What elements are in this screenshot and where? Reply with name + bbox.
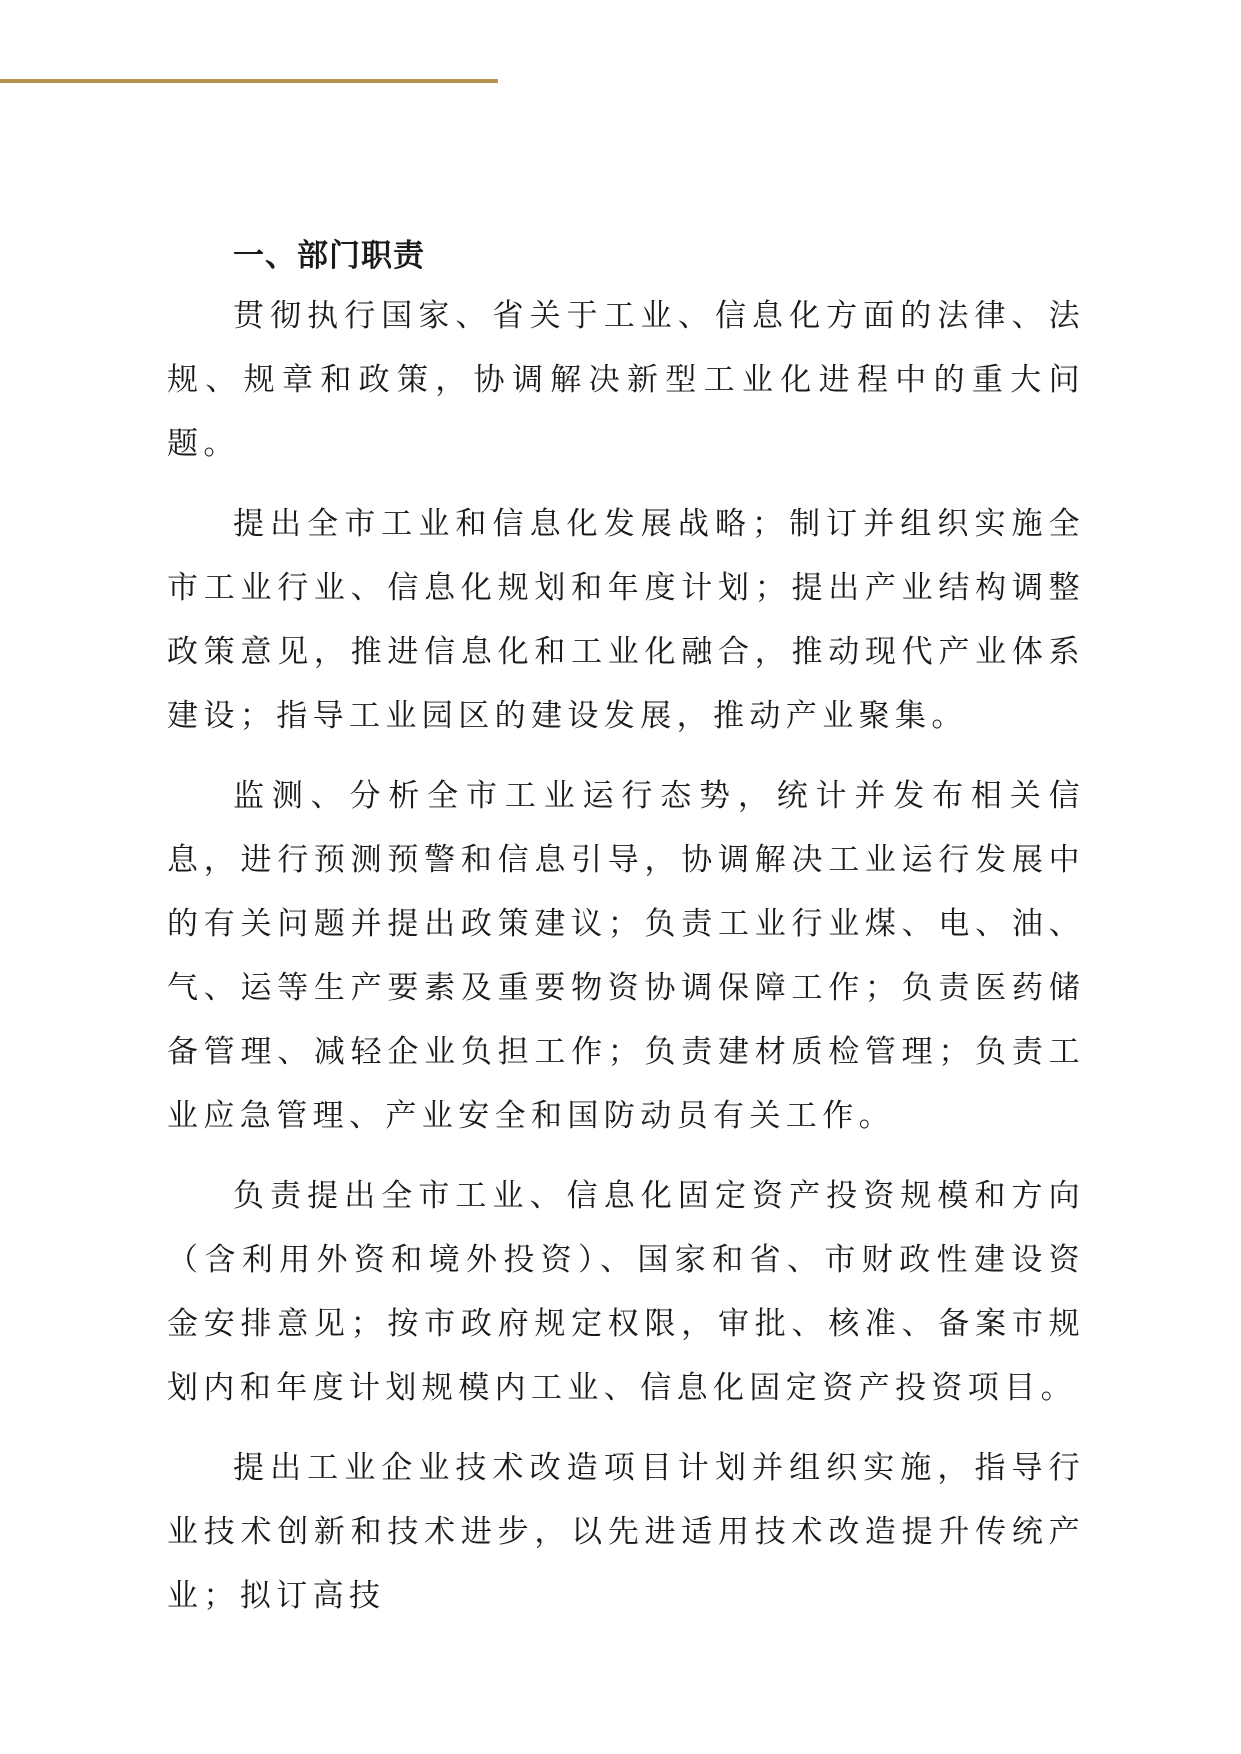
paragraph-1: 贯彻执行国家、省关于工业、信息化方面的法律、法规、规章和政策，协调解决新型工业化进程中的重大问题。 — [167, 298, 1085, 462]
paragraph-4: 负责提出全市工业、信息化固定资产投资规模和方向（含利用外资和境外投资）、国家和省、市财政性建设资金安排意见；按市政府规定权限，审批、核准、备案市规划内和年度计划规模内工业、信息化固定资产投资项目。 — [167, 1178, 1085, 1406]
paragraph-5: 提出工业企业技术改造项目计划并组织实施，指导行业技术创新和技术进步，以先进适用技术改造提升传统产业；拟订高技 — [167, 1450, 1085, 1614]
document-body — [167, 234, 1085, 1644]
paragraph-2: 提出全市工业和信息化发展战略；制订并组织实施全市工业行业、信息化规划和年度计划；提出产业结构调整政策意见，推进信息化和工业化融合，推动现代产业体系建设；指导工业园区的建设发展，推动产业聚集。 — [167, 506, 1085, 734]
header-divider-line — [0, 79, 498, 83]
section-heading: 一、部门职责 — [233, 238, 425, 274]
paragraph-3: 监测、分析全市工业运行态势，统计并发布相关信息，进行预测预警和信息引导，协调解决工业运行发展中的有关问题并提出政策建议；负责工业行业煤、电、油、气、运等生产要素及重要物资协调保障工作；负责医药储备管理、减轻企业负担工作；负责建材质检管理；负责工业应急管理、产业安全和国防动员有关工作。 — [167, 778, 1085, 1134]
